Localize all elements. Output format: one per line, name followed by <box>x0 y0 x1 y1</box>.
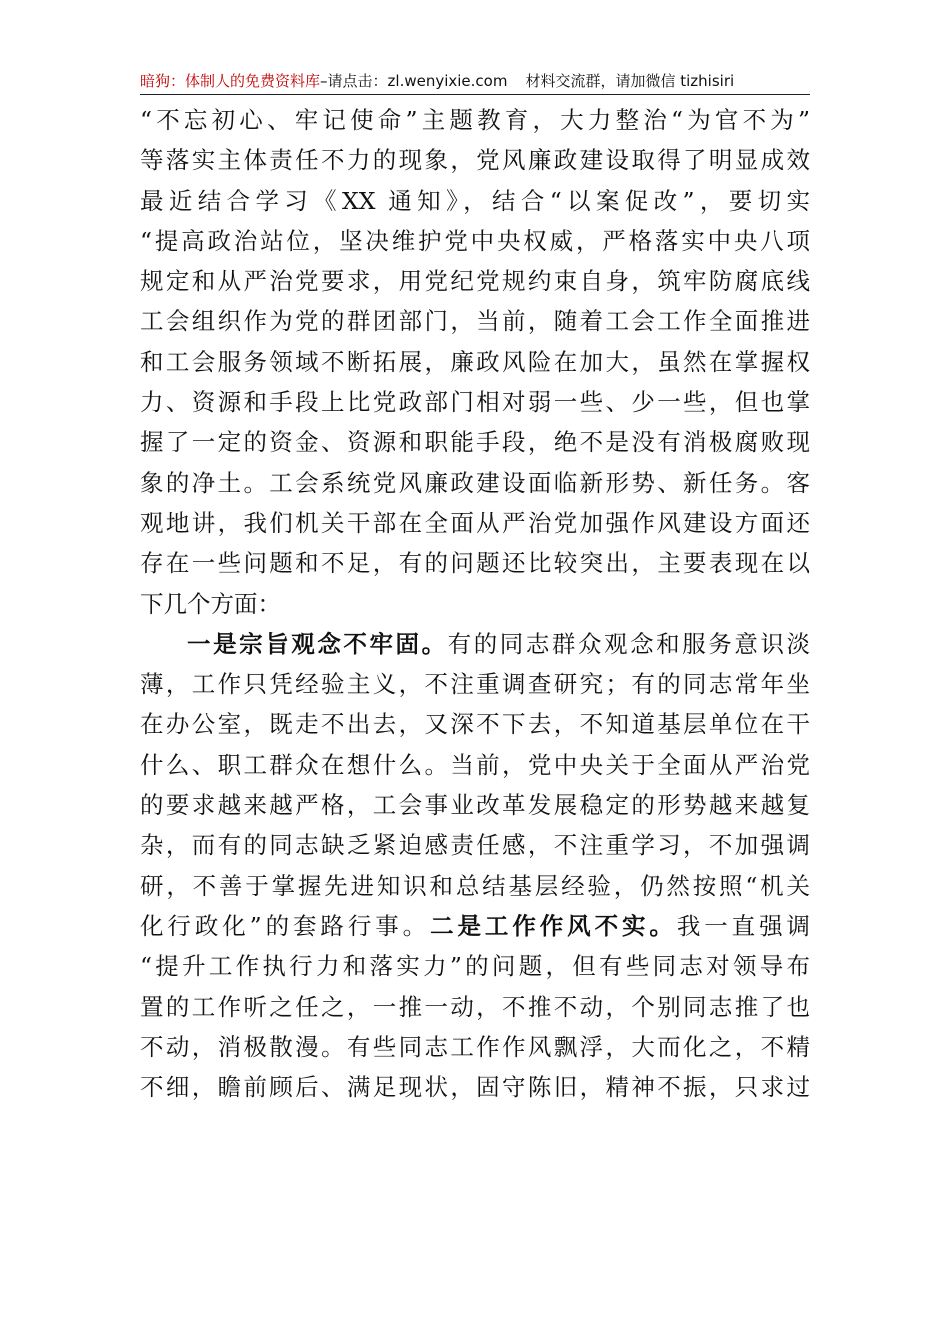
header-brand: 暗狗：体制人的免费资料库 <box>140 72 321 90</box>
text-line: 规定和从严治党要求，用党纪党规约束自身，筑牢防腐底线 <box>140 267 810 296</box>
text-span: 我一直强调 <box>676 911 811 940</box>
text-line: 最近结合学习《XX 通知》，结合“以案促改”，要切实 <box>140 186 810 215</box>
text-line: 观地讲，我们机关干部在全面从严治党加强作风建设方面还 <box>140 508 810 537</box>
text-line: 薄，工作只凭经验主义，不注重调查研究；有的同志常年坐 <box>140 670 810 699</box>
text-line: “提高政治站位，坚决维护党中央权威，严格落实中央八项 <box>140 226 810 255</box>
text-line: 下几个方面： <box>140 589 281 618</box>
text-line: 不动，消极散漫。有些同志工作作风飘浮，大而化之，不精 <box>140 1032 810 1061</box>
header-link[interactable]: zl.wenyixie.com <box>387 72 508 90</box>
text-line: “提升工作执行力和落实力”的问题，但有些同志对领导布 <box>140 952 810 981</box>
paragraph-1 <box>140 100 810 624</box>
text-line: 存在一些问题和不足，有的问题还比较突出，主要表现在以 <box>140 549 810 578</box>
text-line: 什么、职工群众在想什么。当前，党中央关于全面从严治党 <box>140 750 810 779</box>
text-span: 有的同志群众观念和服务意识淡 <box>447 629 811 658</box>
header-group-info: 材料交流群，请加微信 tizhisiri <box>525 72 735 90</box>
text-line: 象的净土。工会系统党风廉政建设面临新形势、新任务。客 <box>140 468 810 497</box>
text-line: 不细，瞻前顾后、满足现状，固守陈旧，精神不振，只求过 <box>140 1073 810 1102</box>
document-body <box>140 100 810 1107</box>
text-line: 研，不善于掌握先进知识和总结基层经验，仍然按照“机关 <box>140 871 810 900</box>
text-line: 在办公室，既走不出去，又深不下去，不知道基层单位在干 <box>140 710 810 739</box>
page-header <box>140 68 810 95</box>
text-line: 等落实主体责任不力的现象，党风廉政建设取得了明显成效 <box>140 146 810 175</box>
header-cta: –请点击： <box>320 72 388 90</box>
text-line: 力、资源和手段上比党政部门相对弱一些、少一些，但也掌 <box>140 388 810 417</box>
text-line <box>140 624 810 664</box>
text-line: 的要求越来越严格，工会事业改革发展稳定的形势越来越复 <box>140 791 810 820</box>
section-heading-1: 一是宗旨观念不牢固。 <box>187 629 448 658</box>
section-heading-2: 二是工作作风不实。 <box>430 911 677 940</box>
text-line: “不忘初心、牢记使命”主题教育，大力整治“为官不为” <box>140 106 810 134</box>
text-line: 和工会服务领域不断拓展，廉政风险在加大，虽然在掌握权 <box>140 347 810 376</box>
text-line: 杂，而有的同志缺乏紧迫感责任感，不注重学习，不加强调 <box>140 831 810 860</box>
text-line: 握了一定的资金、资源和职能手段，绝不是没有消极腐败现 <box>140 428 810 457</box>
text-line: 置的工作听之任之，一推一动，不推不动，个别同志推了也 <box>140 992 810 1021</box>
text-span: 化行政化”的套路行事。 <box>140 911 431 940</box>
text-line: 工会组织作为党的群团部门，当前，随着工会工作全面推进 <box>140 307 810 336</box>
text-line <box>140 906 810 946</box>
paragraph-2 <box>140 624 810 1108</box>
